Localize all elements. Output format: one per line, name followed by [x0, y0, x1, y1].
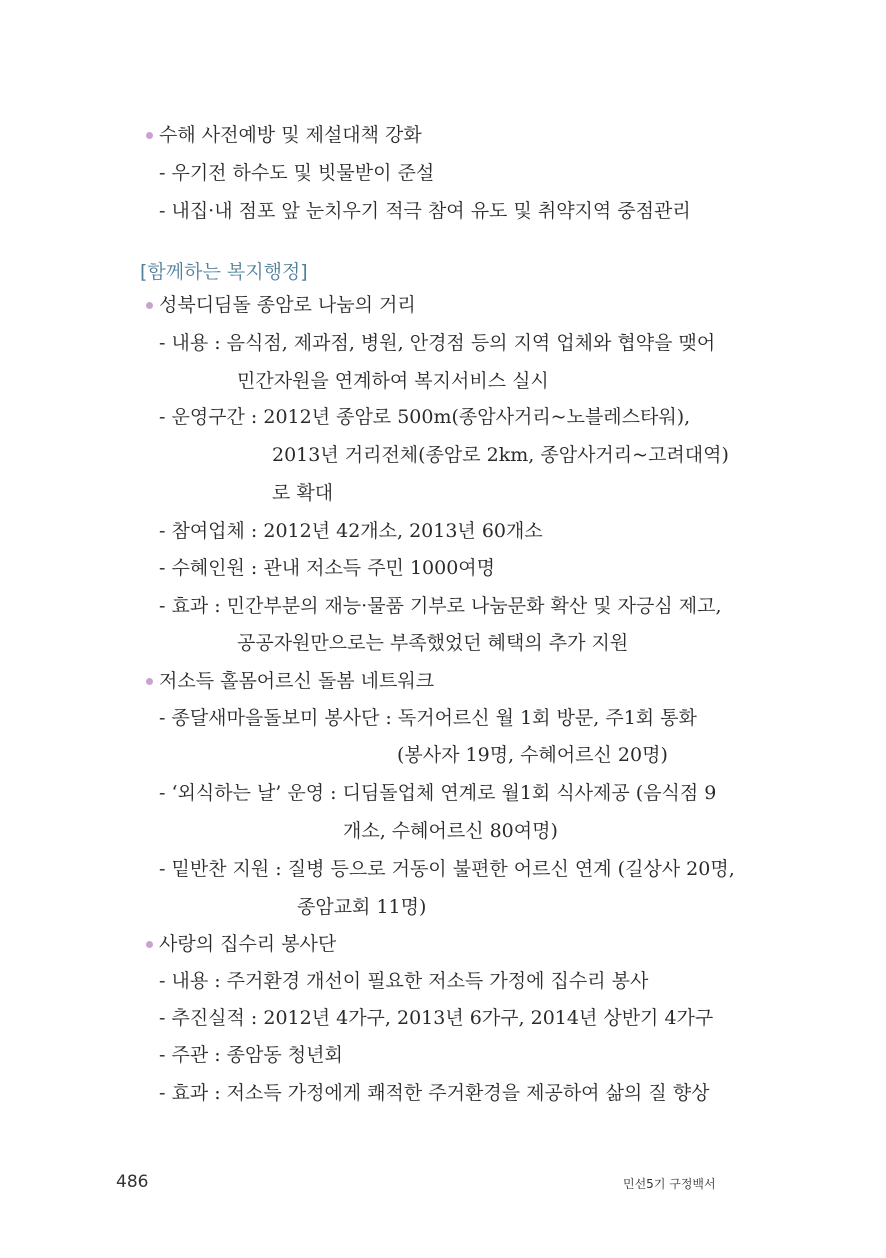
group1-effect-2: 공공자원만으로는 부족했었던 혜택의 추가 지원: [237, 632, 629, 654]
group3-title: 사랑의 집수리 봉사단: [159, 933, 337, 955]
group1-beneficiaries: - 수혜인원 : 관내 저소득 주민 1000여명: [159, 557, 496, 579]
section1-title: 수해 사전예방 및 제설대책 강화: [159, 124, 422, 146]
bullet-icon: [146, 678, 153, 685]
section1-item-2: - 내집·내 점포 앞 눈치우기 적극 참여 유도 및 취약지역 중점관리: [159, 200, 691, 222]
section1-item-1: - 우기전 하수도 및 빗물받이 준설: [159, 162, 435, 184]
group1-op-3: 로 확대: [272, 482, 334, 504]
group2-care-2: (봉사자 19명, 수혜어르신 20명): [397, 744, 668, 766]
section-heading: [함께하는 복지행정]: [140, 261, 308, 283]
group3-content: - 내용 : 주거환경 개선이 필요한 저소득 가정에 집수리 봉사: [159, 970, 649, 992]
group2-sidedish-2: 종암교회 11명): [297, 896, 427, 918]
bullet-icon: [146, 132, 153, 139]
group1-participants: - 참여업체 : 2012년 42개소, 2013년 60개소: [159, 520, 543, 542]
group3-effect: - 효과 : 저소득 가정에게 쾌적한 주거환경을 제공하여 삶의 질 향상: [159, 1082, 710, 1104]
bullet-icon: [146, 302, 153, 309]
group3-organizer: - 주관 : 종암동 청년회: [159, 1044, 343, 1066]
group1-op-2: 2013년 거리전체(종암로 2km, 종암사거리~고려대역): [272, 444, 729, 466]
group2-care-1: - 종달새마을돌보미 봉사단 : 독거어르신 월 1회 방문, 주1회 통화: [159, 707, 697, 729]
group3-record: - 추진실적 : 2012년 4가구, 2013년 6가구, 2014년 상반기 4가구: [159, 1007, 714, 1029]
group2-sidedish-1: - 밑반찬 지원 : 질병 등으로 거동이 불편한 어르신 연계 (길상사 20명,: [159, 858, 735, 880]
group1-title: 성북디딤돌 종암로 나눔의 거리: [159, 294, 416, 316]
publication-title: 민선5기 구정백서: [623, 1177, 716, 1191]
group2-dining-2: 개소, 수혜어르신 80여명): [343, 820, 558, 842]
group1-op-1: - 운영구간 : 2012년 종암로 500m(종암사거리~노블레스타워),: [159, 406, 691, 428]
group1-content-1: - 내용 : 음식점, 제과점, 병원, 안경점 등의 지역 업체와 협약을 맺어: [159, 332, 716, 354]
group1-effect-1: - 효과 : 민간부분의 재능·물품 기부로 나눔문화 확산 및 자긍심 제고,: [159, 595, 722, 617]
bullet-icon: [146, 941, 153, 948]
page-number: 486: [116, 1172, 149, 1192]
group1-content-2: 민간자원을 연계하여 복지서비스 실시: [237, 370, 549, 392]
group2-dining-1: - ‘외식하는 날’ 운영 : 디딤돌업체 연계로 월1회 식사제공 (음식점 9: [159, 782, 717, 804]
group2-title: 저소득 홀몸어르신 돌봄 네트워크: [159, 670, 435, 692]
